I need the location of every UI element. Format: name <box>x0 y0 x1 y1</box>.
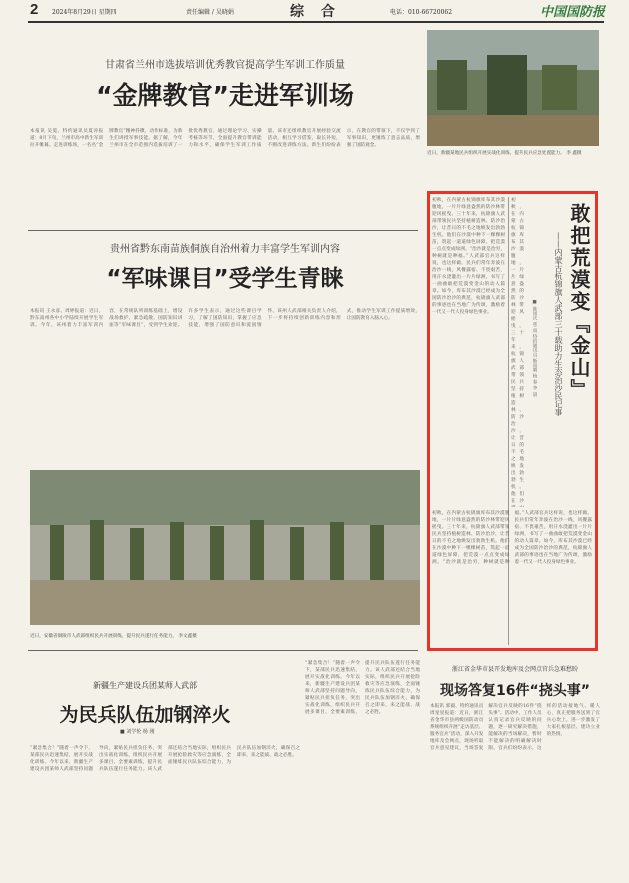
photo-top-image <box>427 30 599 146</box>
article2-body <box>30 308 420 408</box>
article4-text: 本报讯 郭毅、特约通讯员周星星报道：近日，浙江省金华市县两级国防动员系统组织开展“走访基层、服务官兵”活动，深入开发地库及会网点，现场听取官兵意见建议，当场答复解决官兵反映的16件“挠头事”。活动中，工作人员认真记录官兵反映的问题，逐一研究解决措施，能解决的当场解决，暂时不能解决的明确解决时限。官兵们纷纷表示，这样的活动接地气、暖人心，真正把服务送到了官兵心坎上，进一步激发了大家扎根基层、建功立业的热情。 <box>430 704 600 751</box>
photo-bottom-image <box>30 470 420 625</box>
masthead <box>0 0 629 22</box>
newspaper-logo: 中国国防报 <box>540 5 606 20</box>
article4-body <box>430 703 600 871</box>
article2-headline: “军味课目”受学生青睐 <box>106 266 344 292</box>
feature-body-bottom <box>432 510 592 645</box>
feature-text-middle: 初秋，在内蒙古杭锦旗库布其沙漠腹地，一片片绿意盎然的防沙林带迎风摇曳。三十年来，杭锦旗人武部带领民兵坚持植树造林、防沙治沙，让昔日的不毛之地焕发出勃勃生机。他们在沙 <box>511 198 524 504</box>
feature-subtitle: ——内蒙古杭锦旗人武部三十载助力生态治沙民记事 <box>554 232 563 416</box>
photo-top <box>427 30 599 146</box>
article3-text: “紧急集合！”随着一声令下，某部民兵迅速集结，展开实战化训练。今年以来，新疆生产建设兵团某师人武部坚持问题导向，紧贴民兵担负任务，突出实战化训练，组织民兵开展多课目、全要素训练，提升民兵队伍遂行任务能力。该人武部还结合当地实际，组织民兵开展抢险救灾等应急演练，全面锤炼民兵队伍综合能力，为民兵队伍加钢淬火，确保召之即来、来之能战、战之必胜。 <box>30 746 300 772</box>
feature-body-middle <box>511 197 524 507</box>
feature-body-left <box>432 197 505 507</box>
section-title: 综 合 <box>290 4 341 20</box>
photo-top-caption: 近日，新疆某地民兵组织开展实战化训练，提升民兵应急处置能力。 李 鑫摄 <box>427 151 582 156</box>
editor-credit: 责任编辑 / 吴晓娟 <box>186 9 234 16</box>
issue-date: 2024年8月29日 星期四 <box>52 9 117 16</box>
article3-body-continued <box>305 660 420 870</box>
divider <box>28 650 418 651</box>
article3-kicker: 新疆生产建设兵团某师人武部 <box>93 681 197 690</box>
feature-byline: ■ 陈国庆 慈 雨 特约通讯员 靳雨晴 杨 春 李 晨 <box>532 300 537 397</box>
feature-title: 敢把荒漠变『金山』 <box>567 203 591 401</box>
article2-kicker: 贵州省黔东南苗族侗族自治州着力丰富学生军训内容 <box>110 244 340 255</box>
article4-headline: 现场答复16件“挠头事” <box>440 683 590 699</box>
divider <box>28 230 418 231</box>
article3-headline: 为民兵队伍加钢淬火 <box>59 704 231 726</box>
photo-bottom-caption: 近日，安徽省铜陵市人武部组织民兵开展训练，提升民兵遂行任务能力。 李文鑫摄 <box>30 634 197 639</box>
article1-text: 本报讯 吴冕、特约通讯员夏涛报道：8月下旬，兰州市高中新生军训拉开帷幕。走进训练场，一名名“金牌教官”精神抖擞、动作标准，为新生们讲授军事技能。据了解，今年兰州市在全市范围内选拔培训了一批优秀教官，通过理论学习、实操考核等环节，全面提升教官带训能力和水平，确保学生军训工作质量。该市还组织教官开展经验交流活动，相互学习借鉴，取长补短，不断改进训练方法。新生们纷纷表示，在教官的带领下，不仅学到了军事知识，更锤炼了意志品质，增强了国防观念。 <box>30 129 420 148</box>
article3-body <box>30 745 300 870</box>
photo-bottom <box>30 470 420 625</box>
feature-text-bottom: 初秋，在内蒙古杭锦旗库布其沙漠腹地，一片片绿意盎然的防沙林带迎风摇曳。三十年来，杭锦旗人武部带领民兵坚持植树造林、防沙治沙，让昔日的不毛之地焕发出勃勃生机。他们在沙漠中种下一棵棵树苗，筑起一道道绿色屏障，把荒漠一点点变成绿洲。“治沙就是治穷，种树就是种福。”人武部官兵这样说，也这样做。民兵们常年奔波在治沙一线，风餐露宿、不畏艰苦，用汗水浇灌出一片片绿洲，书写了一曲曲敢把荒漠变金山的动人篇章。如今，库布其沙漠已经成为全国防沙治沙的典范，杭锦旗人武部的事迹也在当地广为传颂，激励着一代又一代人投身绿色事业。 <box>432 511 592 565</box>
article1-body <box>30 128 420 220</box>
article1-headline: “金牌教官”走进军训场 <box>96 81 354 110</box>
article4-kicker: 浙江省金华市县开发地库及会网点官兵急难愁盼 <box>451 666 578 673</box>
article3-text-continued: “紧急集合！”随着一声令下，某部民兵迅速集结，展开实战化训练。今年以来，新疆生产建设兵团某师人武部坚持问题导向，紧贴民兵担负任务，突出实战化训练，组织民兵开展多课目、全要素训练，提升民兵队伍遂行任务能力。该人武部还结合当地实际，组织民兵开展抢险救灾等应急演练，全面锤炼民兵队伍综合能力，为民兵队伍加钢淬火，确保召之即来、来之能战、战之必胜。 <box>305 661 420 715</box>
article2-text: 本报讯 王永彦、周婷报道：近日，黔东南州各中小学陆续开展学生军训。今年，该州着力丰富军训内容，在常规队列训练基础上，增设战场救护、紧急疏散、国防知识讲座等“军味课目”，受到学生欢迎。许多学生表示，通过这些课目学习，了解了国防知识，掌握了应急技能，增强了国防意识和爱国情怀。该州人武部相关负责人介绍，下一步将持续创新训练内容和形式，推动学生军训工作提质增效，让国防教育入脑入心。 <box>30 309 420 328</box>
article1-kicker: 甘肃省兰州市选拔培训优秀教官提高学生军训工作质量 <box>105 60 345 71</box>
page-number: 2 <box>30 1 39 18</box>
feature-text: 初秋，在内蒙古杭锦旗库布其沙漠腹地，一片片绿意盎然的防沙林带迎风摇曳。三十年来，杭锦旗人武部带领民兵坚持植树造林、防沙治沙，让昔日的不毛之地焕发出勃勃生机。他们在沙漠中种下一棵棵树苗，筑起一道道绿色屏障，把荒漠一点点变成绿洲。“治沙就是治穷，种树就是种福。”人武部官兵这样说，也这样做。民兵们常年奔波在治沙一线，风餐露宿、不畏艰苦，用汗水浇灌出一片片绿洲，书写了一曲曲敢把荒漠变金山的动人篇章。如今，库布其沙漠已经成为全国防沙治沙的典范，杭锦旗人武部的事迹也在当地广为传颂，激励着一代又一代人投身绿色事业。 <box>432 198 505 315</box>
article3-byline: ■ 刘学伦 杨 刚 <box>120 729 155 735</box>
masthead-rule <box>28 21 604 23</box>
phone-number: 电话：010-66720062 <box>390 9 453 16</box>
